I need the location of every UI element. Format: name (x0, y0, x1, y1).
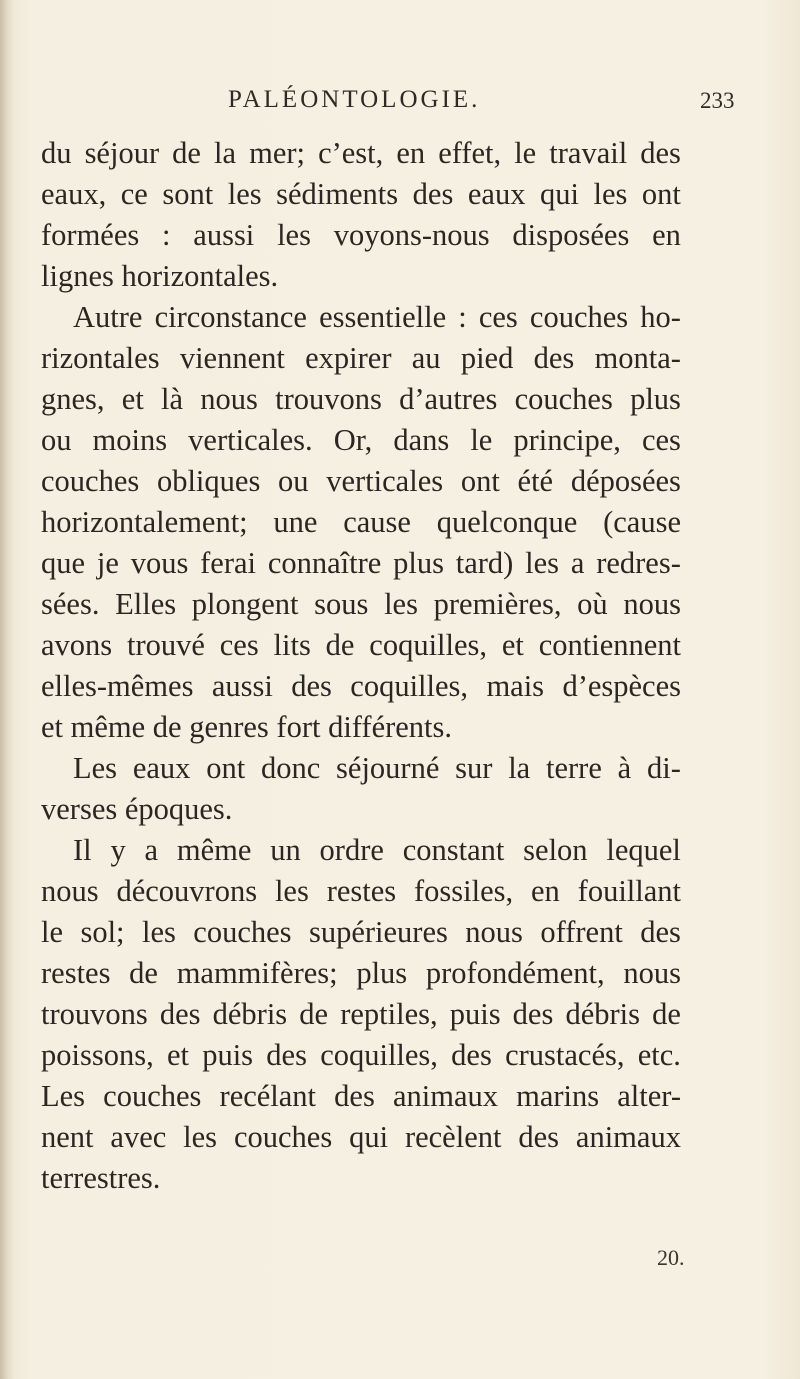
text-line: poissons, et puis des coquilles, des crustacés, etc. (41, 1038, 681, 1072)
text-line: Les eaux ont donc séjourné sur la terre à di- (73, 751, 681, 785)
text-line: terrestres. (41, 1161, 161, 1195)
text-line: Il y a même un ordre constant selon lequel (73, 833, 681, 867)
running-title: PALÉONTOLOGIE. (228, 86, 481, 113)
text-line: du séjour de la mer; c’est, en effet, le travail des (41, 136, 681, 170)
text-line: trouvons des débris de reptiles, puis des débris de (41, 997, 681, 1031)
text-line: restes de mammifères; plus profondément, nous (41, 956, 681, 990)
spine-shadow (0, 0, 14, 1379)
text-line: eaux, ce sont les sédiments des eaux qui les ont (41, 177, 681, 211)
text-line: couches obliques ou verticales ont été déposées (41, 464, 681, 498)
text-line: verses époques. (41, 792, 233, 826)
text-line: gnes, et là nous trouvons d’autres couches plus (41, 382, 681, 416)
text-line: et même de genres fort différents. (41, 710, 453, 744)
text-line: lignes horizontales. (41, 259, 279, 293)
page-number: 233 (700, 88, 735, 113)
signature-mark: 20. (657, 1245, 685, 1270)
text-line: Les couches recélant des animaux marins alter- (41, 1079, 681, 1113)
text-line: le sol; les couches supérieures nous offrent des (41, 915, 681, 949)
text-line: elles-mêmes aussi des coquilles, mais d’espèces (41, 669, 681, 703)
text-line: Autre circonstance essentielle : ces couches ho- (73, 300, 681, 334)
text-line: nous découvrons les restes fossiles, en fouillant (41, 874, 681, 908)
text-line: avons trouvé ces lits de coquilles, et contiennent (41, 628, 681, 662)
page-header (0, 86, 800, 122)
body-text (41, 133, 681, 1199)
text-line: formées : aussi les voyons-nous disposées en (41, 218, 681, 252)
text-line: nent avec les couches qui recèlent des animaux (41, 1120, 681, 1154)
text-line: ou moins verticales. Or, dans le principe, ces (41, 423, 681, 457)
text-line: que je vous ferai connaître plus tard) les a redres- (41, 546, 681, 580)
text-line: rizontales viennent expirer au pied des monta- (41, 341, 681, 375)
text-line: horizontalement; une cause quelconque (cause (41, 505, 681, 539)
text-line: sées. Elles plongent sous les premières, où nous (41, 587, 681, 621)
